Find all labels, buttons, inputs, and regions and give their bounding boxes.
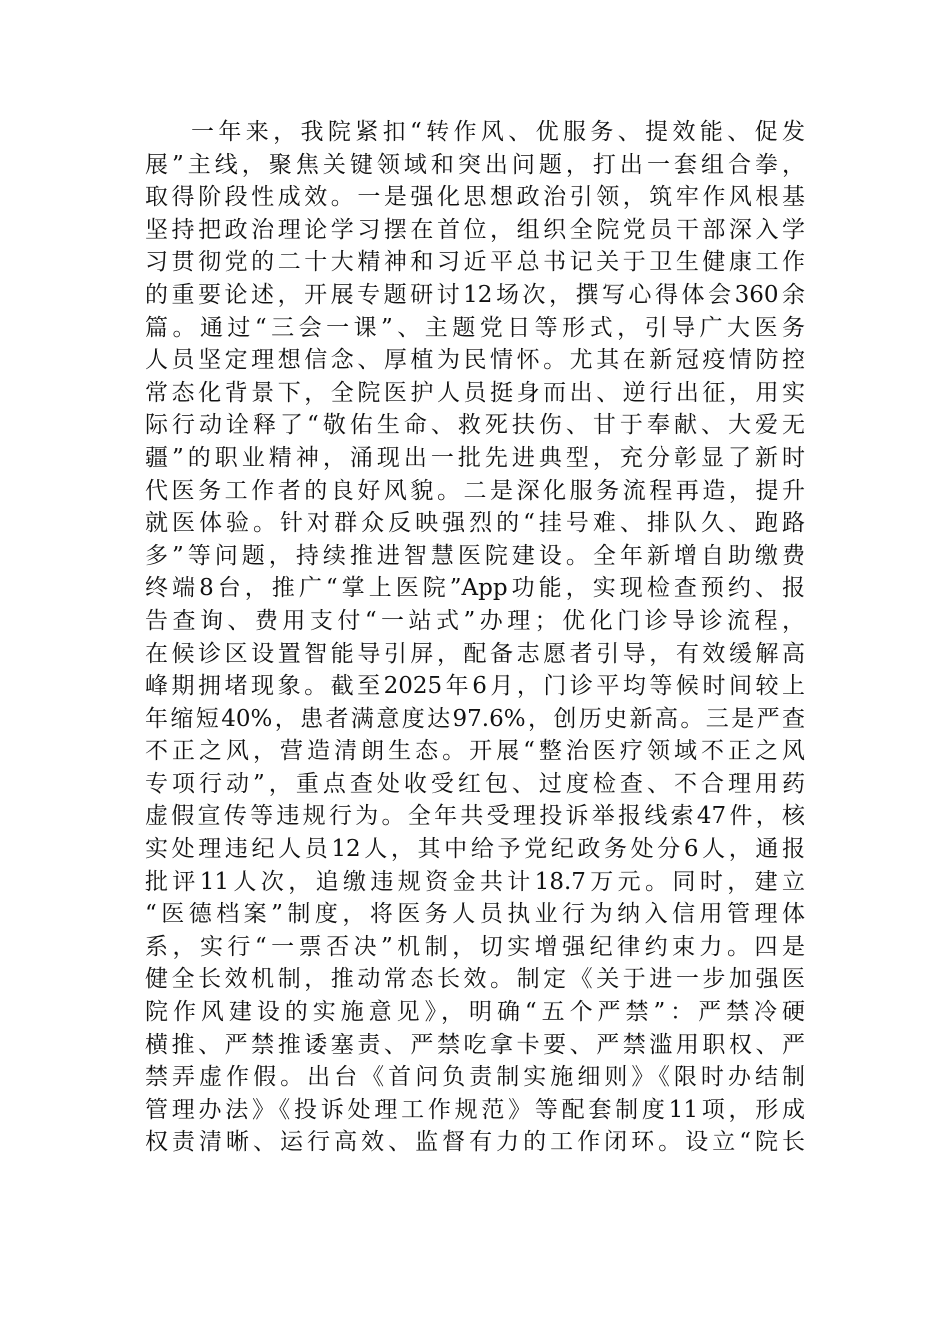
text-line: 常态化背景下，全院医护人员挺身而出、逆行出征，用实 xyxy=(145,379,805,406)
text-line: 批评11人次，追缴违规资金共计18.7万元。同时，建立 xyxy=(145,868,805,895)
text-line: 代医务工作者的良好风貌。二是深化服务流程再造，提升 xyxy=(145,477,805,504)
text-line: 禁弄虚作假。出台《首问负责制实施细则》《限时办结制 xyxy=(145,1064,805,1091)
text-line: 习贯彻党的二十大精神和习近平总书记关于卫生健康工作 xyxy=(145,249,805,276)
text-line: 多”等问题，持续推进智慧医院建设。全年新增自助缴费 xyxy=(145,542,805,569)
text-line: 横推、严禁推诿塞责、严禁吃拿卡要、严禁滥用职权、严 xyxy=(145,1031,805,1058)
body-paragraph xyxy=(145,116,805,1159)
text-line: 专项行动”，重点查处收受红包、过度检查、不合理用药 xyxy=(145,770,805,797)
text-line: 篇。通过“三会一课”、主题党日等形式，引导广大医务 xyxy=(145,314,805,341)
text-line: 人员坚定理想信念、厚植为民情怀。尤其在新冠疫情防控 xyxy=(145,347,805,374)
text-line: 虚假宣传等违规行为。全年共受理投诉举报线索47件，核 xyxy=(145,803,805,830)
text-line: 坚持把政治理论学习摆在首位，组织全院党员干部深入学 xyxy=(145,216,805,243)
text-line: 年缩短40%，患者满意度达97.6%，创历史新高。三是严查 xyxy=(145,705,805,732)
text-line: 权责清晰、运行高效、监督有力的工作闭环。设立“院长 xyxy=(145,1129,805,1156)
text-line: 系，实行“一票否决”机制，切实增强纪律约束力。四是 xyxy=(145,933,805,960)
text-line: 就医体验。针对群众反映强烈的“挂号难、排队久、跑路 xyxy=(145,510,805,537)
text-line: 在候诊区设置智能导引屏，配备志愿者引导，有效缓解高 xyxy=(145,640,805,667)
text-line: 疆”的职业精神，涌现出一批先进典型，充分彰显了新时 xyxy=(145,444,805,471)
text-line: “医德档案”制度，将医务人员执业行为纳入信用管理体 xyxy=(145,901,805,928)
text-line: 实处理违纪人员12人，其中给予党纪政务处分6人，通报 xyxy=(145,836,805,863)
text-line: 一年来，我院紧扣“转作风、优服务、提效能、促发 xyxy=(191,119,805,145)
text-line: 展”主线，聚焦关键领域和突出问题，打出一套组合拳， xyxy=(145,151,805,178)
text-line: 的重要论述，开展专题研讨12场次，撰写心得体会360余 xyxy=(145,281,805,308)
text-line: 告查询、费用支付“一站式”办理；优化门诊导诊流程， xyxy=(145,607,805,634)
text-line: 不正之风，营造清朗生态。开展“整治医疗领域不正之风 xyxy=(145,738,805,765)
text-line: 取得阶段性成效。一是强化思想政治引领，筑牢作风根基 xyxy=(145,184,805,211)
text-line: 际行动诠释了“敬佑生命、救死扶伤、甘于奉献、大爱无 xyxy=(145,412,805,439)
text-line: 管理办法》《投诉处理工作规范》等配套制度11项，形成 xyxy=(145,1096,805,1123)
text-line: 终端8台，推广“掌上医院”App功能，实现检查预约、报 xyxy=(145,575,805,602)
text-line: 峰期拥堵现象。截至2025年6月，门诊平均等候时间较上 xyxy=(145,673,805,700)
text-line: 健全长效机制，推动常态长效。制定《关于进一步加强医 xyxy=(145,966,805,993)
text-line: 院作风建设的实施意见》，明确“五个严禁”：严禁冷硬 xyxy=(145,999,805,1026)
